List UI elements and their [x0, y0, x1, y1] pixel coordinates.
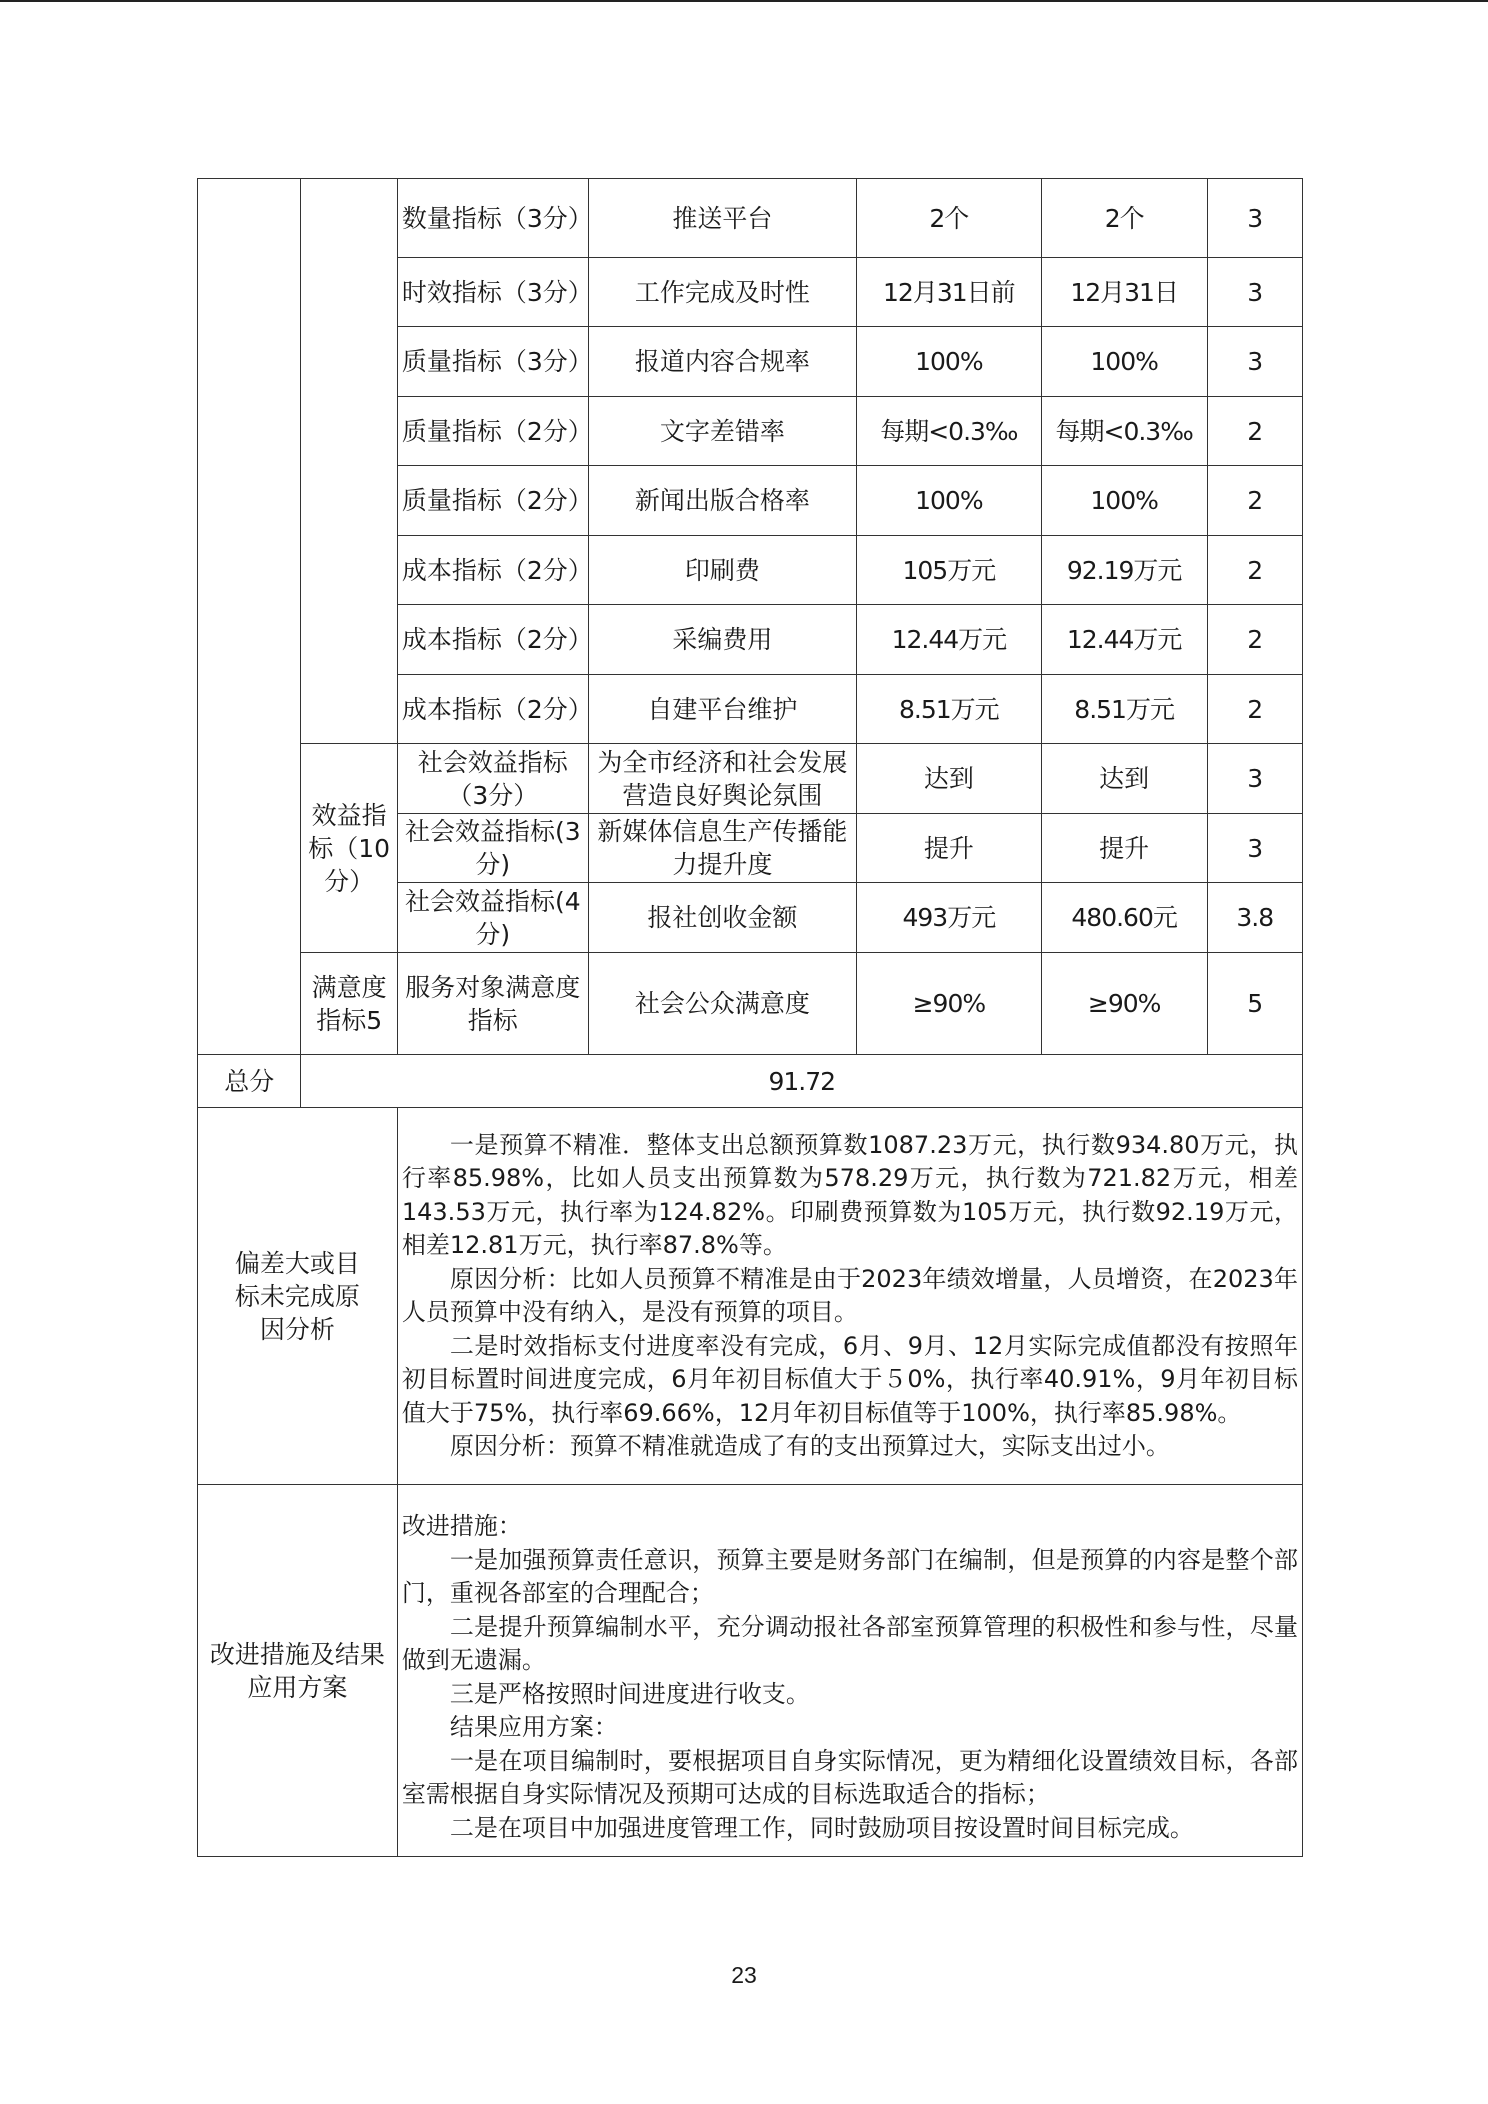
indicator-item: 报道内容合规率 [588, 327, 856, 397]
target-value: 12月31日前 [856, 258, 1041, 327]
actual-value: ≥90% [1041, 953, 1207, 1055]
improvement-paragraph: 一是加强预算责任意识，预算主要是财务部门在编制，但是预算的内容是整个部门，重视各部室的合理配合； [401, 1545, 1298, 1607]
indicator-name: 社会效益指标（3分） [397, 744, 588, 814]
indicator-item: 推送平台 [588, 179, 856, 258]
actual-value: 92.19万元 [1041, 536, 1207, 605]
actual-value: 8.51万元 [1041, 675, 1207, 744]
indicator-item: 为全市经济和社会发展营造良好舆论氛围 [588, 744, 856, 814]
target-value: 2个 [856, 179, 1041, 258]
deviation-paragraph: 原因分析：预算不精准就造成了有的支出预算过大，实际支出过小。 [449, 1432, 1170, 1460]
level2-blank-cell [301, 179, 397, 744]
improvement-paragraph: 结果应用方案： [449, 1713, 618, 1741]
improvement-paragraph: 三是严格按照时间进度进行收支。 [449, 1679, 810, 1708]
improvement-heading: 改进措施： [401, 1512, 522, 1540]
score-value: 3.8 [1207, 883, 1302, 953]
indicator-item: 采编费用 [588, 605, 856, 675]
top-rule [0, 0, 1488, 2]
actual-value: 100% [1041, 327, 1207, 397]
indicator-item: 社会公众满意度 [588, 953, 856, 1055]
deviation-label: 偏差大或目标未完成原因分析 [198, 1108, 398, 1485]
target-value: 每期<0.3‰ [856, 397, 1041, 466]
indicator-item: 工作完成及时性 [588, 258, 856, 327]
actual-value: 12月31日 [1041, 258, 1207, 327]
indicator-item: 新媒体信息生产传播能力提升度 [588, 814, 856, 883]
level1-blank-cell [198, 179, 301, 1055]
indicator-name: 成本指标（2分） [397, 536, 588, 605]
indicator-name: 成本指标（2分） [397, 675, 588, 744]
target-value: 100% [856, 327, 1041, 397]
actual-value: 100% [1041, 466, 1207, 536]
satisfaction-group-label: 满意度指标5 [301, 953, 397, 1055]
score-value: 2 [1207, 605, 1302, 675]
improvement-paragraph: 二是提升预算编制水平，充分调动报社各部室预算管理的积极性和参与性，尽量做到无遗漏。 [401, 1612, 1298, 1674]
actual-value: 达到 [1041, 744, 1207, 814]
target-value: 493万元 [856, 883, 1041, 953]
indicator-item: 自建平台维护 [588, 675, 856, 744]
score-value: 3 [1207, 327, 1302, 397]
target-value: 100% [856, 466, 1041, 536]
indicator-name: 数量指标（3分） [397, 179, 588, 258]
indicator-name: 时效指标（3分） [397, 258, 588, 327]
total-value: 91.72 [301, 1055, 1303, 1108]
benefit-group-label: 效益指标（10分） [301, 744, 397, 953]
indicator-name: 成本指标（2分） [397, 605, 588, 675]
target-value: 达到 [856, 744, 1041, 814]
indicator-item: 文字差错率 [588, 397, 856, 466]
score-value: 2 [1207, 675, 1302, 744]
score-value: 2 [1207, 466, 1302, 536]
actual-value: 提升 [1041, 814, 1207, 883]
target-value: 105万元 [856, 536, 1041, 605]
actual-value: 每期<0.3‰ [1041, 397, 1207, 466]
deviation-analysis [397, 1108, 1302, 1485]
deviation-paragraph: 一是预算不精准．整体支出总额预算数1087.23万元，执行数934.80万元，执行率85.98%，比如人员支出预算数为578.29万元，执行数为721.82万元，相差143.53万元，执行率为124.82%。印刷费预算数为105万元，执行数92.19万元，相差12.81万元，执行率87.8%等。 [401, 1130, 1298, 1259]
score-value: 2 [1207, 397, 1302, 466]
indicator-name: 质量指标（3分） [397, 327, 588, 397]
total-label: 总分 [198, 1055, 301, 1108]
score-value: 3 [1207, 258, 1302, 327]
score-value: 3 [1207, 744, 1302, 814]
actual-value: 12.44万元 [1041, 605, 1207, 675]
score-value: 5 [1207, 953, 1302, 1055]
target-value: 提升 [856, 814, 1041, 883]
actual-value: 480.60元 [1041, 883, 1207, 953]
indicator-name: 服务对象满意度指标 [397, 953, 588, 1055]
indicator-name: 质量指标（2分） [397, 397, 588, 466]
score-value: 3 [1207, 179, 1302, 258]
target-value: 8.51万元 [856, 675, 1041, 744]
improvement-plan [397, 1485, 1302, 1857]
score-value: 3 [1207, 814, 1302, 883]
target-value: 12.44万元 [856, 605, 1041, 675]
deviation-paragraph: 二是时效指标支付进度率没有完成，6月、9月、12月实际完成值都没有按照年初目标置时间进度完成，6月年初目标值大于５0%，执行率40.91%，9月年初目标值大于75%，执行率69.66%，12月年初目标值等于100%，执行率85.98%。 [401, 1331, 1298, 1427]
score-value: 2 [1207, 536, 1302, 605]
page-number: 23 [731, 1962, 757, 1988]
indicator-name: 社会效益指标(4分) [397, 883, 588, 953]
indicator-name: 社会效益指标(3分) [397, 814, 588, 883]
improvement-paragraph: 二是在项目中加强进度管理工作，同时鼓励项目按设置时间目标完成。 [449, 1813, 1194, 1842]
improvement-paragraph: 一是在项目编制时，要根据项目自身实际情况，更为精细化设置绩效目标，各部室需根据自身实际情况及预期可达成的目标选取适合的指标； [401, 1746, 1298, 1808]
performance-indicator-table [197, 178, 1303, 1857]
actual-value: 2个 [1041, 179, 1207, 258]
indicator-name: 质量指标（2分） [397, 466, 588, 536]
deviation-paragraph: 原因分析：比如人员预算不精准是由于2023年绩效增量，人员增资，在2023年人员预算中没有纳入，是没有预算的项目。 [401, 1264, 1298, 1326]
indicator-item: 报社创收金额 [588, 883, 856, 953]
indicator-item: 新闻出版合格率 [588, 466, 856, 536]
improvement-label: 改进措施及结果应用方案 [198, 1485, 398, 1857]
target-value: ≥90% [856, 953, 1041, 1055]
indicator-item: 印刷费 [588, 536, 856, 605]
